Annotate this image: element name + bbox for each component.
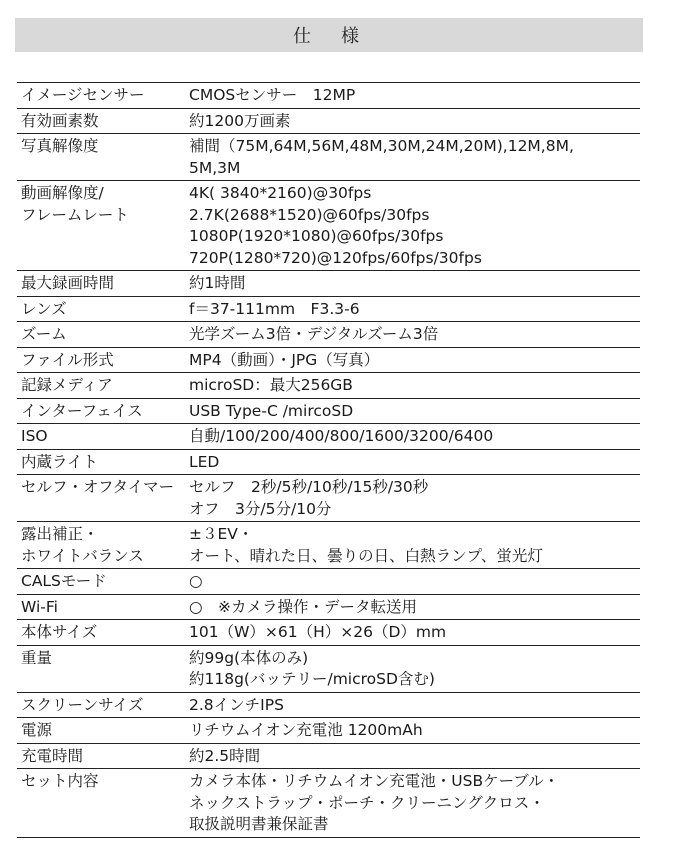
table-row (17, 743, 640, 769)
spec-label: 露出補正・ ホワイトバランス (17, 522, 187, 569)
spec-value: USB Type-C /mircoSD (187, 398, 640, 424)
table-row (17, 620, 640, 646)
table-row (17, 769, 640, 838)
spec-value: 4K( 3840*2160)@30fps 2.7K(2688*1520)@60fps/30fps 1080P(1920*1080)@60fps/30fps 720P(1280*720)@120fps/60fps/30fps (187, 181, 640, 271)
spec-value: ○ (187, 569, 640, 595)
spec-value: CMOSセンサー 12MP (187, 83, 640, 109)
spec-label: ズーム (17, 322, 187, 348)
spec-value: リチウムイオン充電池 1200mAh (187, 718, 640, 744)
spec-label: イメージセンサー (17, 83, 187, 109)
spec-label: ファイル形式 (17, 347, 187, 373)
spec-label: 本体サイズ (17, 620, 187, 646)
spec-value: f＝37-111mm F3.3-6 (187, 296, 640, 322)
table-row (17, 347, 640, 373)
spec-value: 約99g(本体のみ) 約118g(バッテリー/microSD含む) (187, 645, 640, 692)
spec-label: 充電時間 (17, 743, 187, 769)
table-row (17, 424, 640, 450)
table-row (17, 83, 640, 109)
table-row (17, 645, 640, 692)
table-row (17, 475, 640, 522)
spec-label: セット内容 (17, 769, 187, 838)
spec-label: CALSモード (17, 569, 187, 595)
spec-value: 約2.5時間 (187, 743, 640, 769)
spec-label: インターフェイス (17, 398, 187, 424)
spec-value: 101（W）×61（H）×26（D）mm (187, 620, 640, 646)
table-row (17, 373, 640, 399)
spec-table-body (17, 83, 640, 838)
table-row (17, 271, 640, 297)
table-row (17, 718, 640, 744)
spec-label: 記録メディア (17, 373, 187, 399)
table-row (17, 181, 640, 271)
spec-label: レンズ (17, 296, 187, 322)
spec-label: Wi-Fi (17, 594, 187, 620)
spec-value: 補間（75M,64M,56M,48M,30M,24M,20M),12M,8M, 5M,3M (187, 134, 640, 181)
table-row (17, 569, 640, 595)
spec-label: 最大録画時間 (17, 271, 187, 297)
spec-value: ○ ※カメラ操作・データ転送用 (187, 594, 640, 620)
spec-value: ±３EV・ オート、晴れた日、曇りの日、白熱ランプ、蛍光灯 (187, 522, 640, 569)
table-row (17, 449, 640, 475)
table-row (17, 134, 640, 181)
spec-value: microSD：最大256GB (187, 373, 640, 399)
spec-value: 自動/100/200/400/800/1600/3200/6400 (187, 424, 640, 450)
spec-value: カメラ本体・リチウムイオン充電池・USBケーブル・ ネックストラップ・ポーチ・クリーニングクロス・ 取扱説明書兼保証書 (187, 769, 640, 838)
spec-value: 光学ズーム3倍・デジタルズーム3倍 (187, 322, 640, 348)
table-row (17, 692, 640, 718)
table-row (17, 108, 640, 134)
spec-value: セルフ 2秒/5秒/10秒/15秒/30秒 オフ 3分/5分/10分 (187, 475, 640, 522)
spec-table (17, 82, 640, 838)
table-row (17, 594, 640, 620)
spec-label: ISO (17, 424, 187, 450)
table-row (17, 296, 640, 322)
spec-label: 電源 (17, 718, 187, 744)
spec-label: 内蔵ライト (17, 449, 187, 475)
spec-value: 約1時間 (187, 271, 640, 297)
table-row (17, 522, 640, 569)
table-row (17, 398, 640, 424)
spec-label: 重量 (17, 645, 187, 692)
spec-value: MP4（動画）・JPG（写真） (187, 347, 640, 373)
spec-value: 約1200万画素 (187, 108, 640, 134)
spec-label: 写真解像度 (17, 134, 187, 181)
spec-label: スクリーンサイズ (17, 692, 187, 718)
spec-label: セルフ・オフタイマー (17, 475, 187, 522)
spec-label: 動画解像度/ フレームレート (17, 181, 187, 271)
spec-label: 有効画素数 (17, 108, 187, 134)
spec-value: 2.8インチIPS (187, 692, 640, 718)
spec-value: LED (187, 449, 640, 475)
page-title: 仕 様 (15, 18, 643, 52)
table-row (17, 322, 640, 348)
